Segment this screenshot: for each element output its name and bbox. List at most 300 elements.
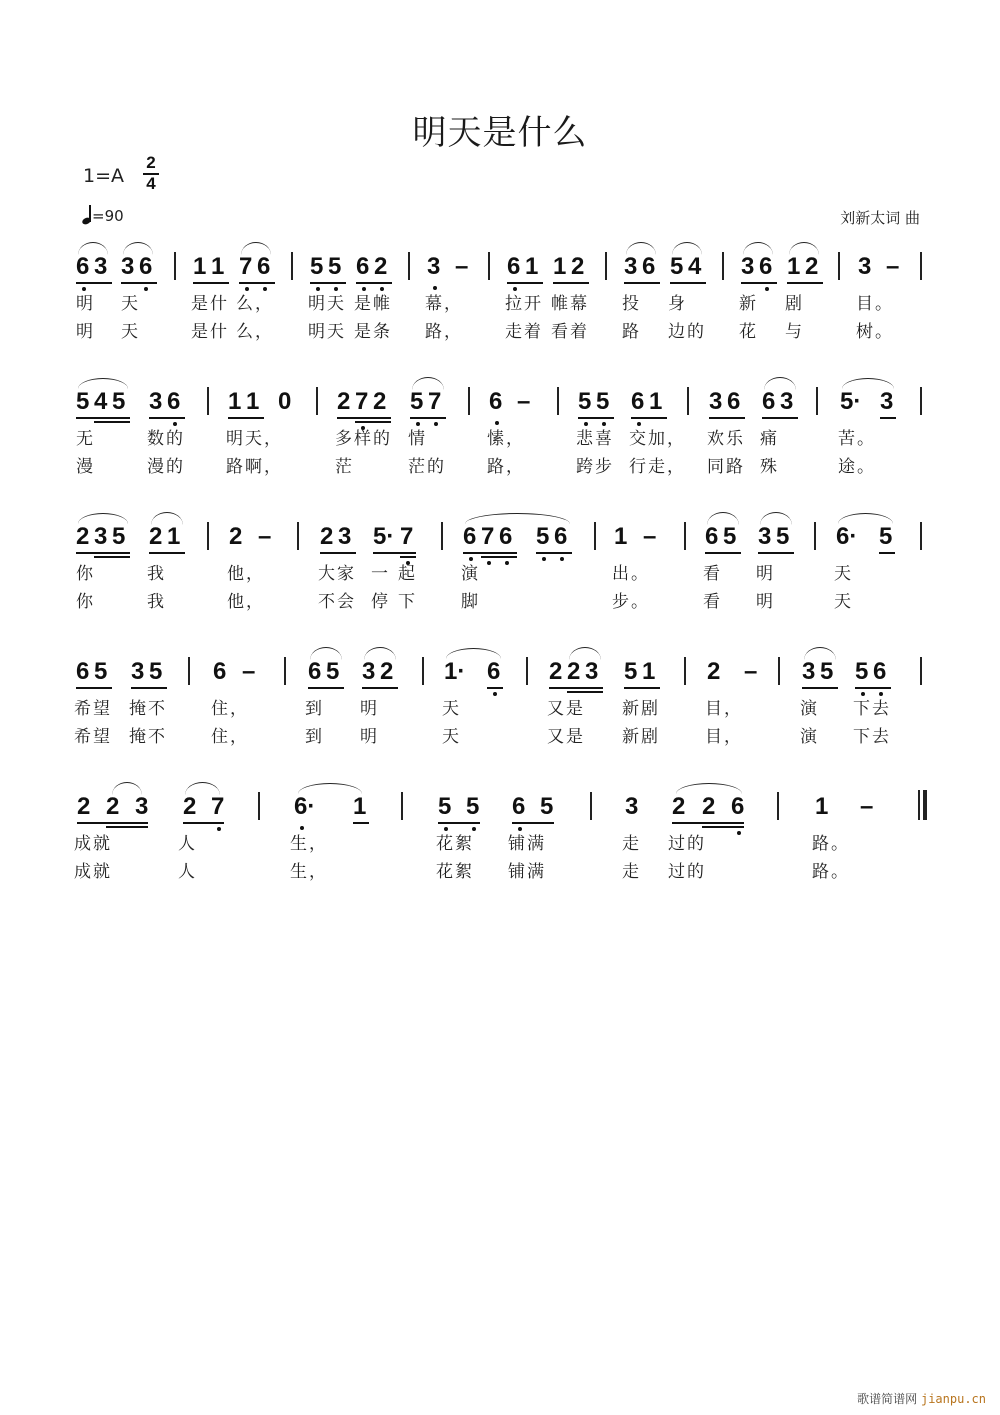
barline [526,657,528,685]
lyric-verse-2: 下去 [853,727,891,747]
slur-arc [789,242,819,255]
note: 6 [139,253,153,280]
lyric-verse-2: 演 [800,727,819,747]
barline [291,252,293,280]
eighth-underline [183,822,224,824]
low-octave-dot [560,557,564,561]
slur-arc [310,647,342,660]
eighth-underline [228,417,264,419]
barline [684,657,686,685]
lyric-verse-1: 住， [211,699,249,719]
slur-arc [676,783,742,794]
tempo-marking [82,205,124,225]
eighth-underline [507,282,543,284]
lyric-verse-1: 成就 [74,834,112,854]
slur-arc [465,513,570,524]
barline [778,657,780,685]
eighth-underline [438,822,480,824]
eighth-underline [131,687,167,689]
eighth-underline [536,552,572,554]
lyric-verse-1: 无 [76,429,95,449]
note: 4 [94,388,108,415]
lyric-verse-1: 到 [305,699,324,719]
note: 5 [438,793,452,820]
note: 7 [400,523,414,550]
barline [594,522,596,550]
note: 5 [578,388,592,415]
time-signature [143,154,159,193]
note: 3 [121,253,135,280]
eighth-underline [553,282,589,284]
lyric-verse-2: 是什 [191,322,229,342]
sixteenth-underline [94,556,130,558]
note: 2 [672,793,686,820]
eighth-underline [308,687,344,689]
note: 7 [355,388,369,415]
note: 6 [507,253,521,280]
lyric-verse-1: 又是 [547,699,585,719]
tempo-value: =90 [92,207,124,225]
sustain-dash: – [517,388,531,415]
lyric-verse-1: 悲喜 [576,429,614,449]
eighth-underline [239,282,275,284]
eighth-underline [670,282,706,284]
lyric-verse-1: 你 [76,564,95,584]
note: 2 [229,523,243,550]
lyric-verse-1: 拉开 [505,294,543,314]
low-octave-dot [362,287,366,291]
lyric-verse-1: 过的 [668,834,706,854]
slur-arc [764,377,796,390]
lyric-verse-2: 不会 [318,592,356,612]
lyric-verse-2: 花 [739,322,758,342]
eighth-underline [76,417,130,419]
lyric-verse-1: 天 [442,699,461,719]
note: 3 [802,658,816,685]
eighth-underline [879,552,895,554]
lyric-verse-2: 么， [236,322,274,342]
lyric-verse-2: 跨步 [576,457,614,477]
slur-arc [760,512,792,525]
lyric-verse-1: 投 [622,294,641,314]
lyric-verse-2: 天 [121,322,140,342]
note: 6 [213,658,227,685]
sustain-dash: – [455,253,469,280]
note: 5 [670,253,684,280]
lyric-verse-2: 停 [371,592,390,612]
lyric-verse-2: 茫的 [408,457,446,477]
slur-arc [672,242,702,255]
watermark-site-name: 歌谱简谱网 [857,1392,918,1406]
note: 6 [512,793,526,820]
lyric-verse-1: 人 [178,834,197,854]
low-octave-dot [316,287,320,291]
slur-arc [743,242,773,255]
note: 3 [362,658,376,685]
slur-arc [364,647,396,660]
lyric-verse-2: 路啊， [226,457,283,477]
slur-arc [838,513,893,524]
lyric-verse-1: 铺满 [508,834,546,854]
lyric-verse-2: 又是 [547,727,585,747]
low-octave-dot [217,827,221,831]
note: 3 [758,523,772,550]
lyric-verse-2: 过的 [668,862,706,882]
eighth-underline [76,552,130,554]
note: 6 [76,658,90,685]
lyric-verse-1: 希望 [74,699,112,719]
eighth-underline [410,417,446,419]
note: 1 [167,523,181,550]
eighth-underline [802,687,838,689]
note: 6 [554,523,568,550]
eighth-underline [705,552,741,554]
lyric-verse-1: 目， [705,699,743,719]
lyric-verse-1: 天 [834,564,853,584]
barline [590,792,592,820]
slur-arc [446,648,501,659]
lyric-verse-1: 帷幕 [551,294,589,314]
barline [687,387,689,415]
note: 1 [815,793,829,820]
low-octave-dot [879,692,883,696]
eighth-underline [356,282,392,284]
eighth-underline [512,822,554,824]
sixteenth-underline [106,826,148,828]
lyric-verse-1: 看 [703,564,722,584]
note: 1 [353,793,367,820]
note: 5 [310,253,324,280]
low-octave-dot [245,287,249,291]
slur-arc [412,377,444,390]
low-octave-dot [380,287,384,291]
eighth-underline [624,282,660,284]
lyric-verse-2: 铺满 [508,862,546,882]
eighth-underline [337,417,391,419]
note: 5 [723,523,737,550]
lyric-verse-1: 明天 [308,294,346,314]
slur-arc [78,242,108,255]
lyric-verse-1: 走 [622,834,641,854]
note: 7 [239,253,253,280]
eighth-underline [149,552,185,554]
note: 5 [624,658,638,685]
time-signature-denominator: 4 [146,174,156,193]
low-octave-dot [542,557,546,561]
note: 2 [707,658,721,685]
barline [468,387,470,415]
lyric-verse-2: 路。 [812,862,850,882]
note: 5· [840,388,862,415]
lyric-verse-1: 演 [461,564,480,584]
lyric-verse-2: 生， [290,862,328,882]
note: 3 [585,658,599,685]
note: 5 [879,523,893,550]
barline [284,657,286,685]
eighth-underline [631,417,667,419]
lyric-verse-2: 边的 [668,322,706,342]
eighth-underline [709,417,745,419]
low-octave-dot [513,287,517,291]
lyric-verse-2: 目， [705,727,743,747]
eighth-underline [578,417,614,419]
barline [174,252,176,280]
note: 2 [567,658,581,685]
note: 1 [614,523,628,550]
note: 2 [571,253,585,280]
eighth-underline [76,687,112,689]
lyric-verse-2: 我 [147,592,166,612]
eighth-underline [193,282,229,284]
slur-arc [569,647,601,660]
slur-arc [707,512,739,525]
note: 3 [624,253,638,280]
note: 5 [540,793,554,820]
note: 5· [373,523,395,550]
note: 3 [94,523,108,550]
note: 6 [489,388,503,415]
lyric-verse-1: 花絮 [436,834,474,854]
note: 5 [855,658,869,685]
lyric-verse-2: 途。 [838,457,876,477]
slur-arc [241,242,271,255]
slur-arc [78,378,128,389]
lyric-verse-2: 明 [76,322,95,342]
sustain-dash: – [242,658,256,685]
note: 5 [776,523,790,550]
low-octave-dot [493,692,497,696]
note: 6 [499,523,513,550]
lyric-verse-2: 掩不 [129,727,167,747]
note: 5 [328,253,342,280]
lyric-verse-2: 与 [785,322,804,342]
barline [488,252,490,280]
low-octave-dot [469,557,473,561]
lyric-verse-1: 剧 [785,294,804,314]
slur-arc [123,242,153,255]
low-octave-dot [173,422,177,426]
eighth-underline [373,552,416,554]
barline [684,522,686,550]
lyric-verse-2: 下 [398,592,417,612]
barline [816,387,818,415]
lyric-verse-1: 交加， [629,429,686,449]
note: 1· [444,658,466,685]
lyric-verse-1: 身 [668,294,687,314]
note: 3 [149,388,163,415]
low-octave-dot [765,287,769,291]
lyric-verse-1: 欢乐 [707,429,745,449]
low-octave-dot [300,826,304,830]
watermark [857,1390,986,1407]
low-octave-dot [433,286,437,290]
lyric-verse-2: 人 [178,862,197,882]
eighth-underline [672,822,744,824]
lyric-verse-1: 苦。 [838,429,876,449]
lyric-verse-1: 是帷 [354,294,392,314]
lyric-verse-2: 路 [622,322,641,342]
note: 1 [787,253,801,280]
eighth-underline [855,687,891,689]
lyric-verse-2: 漫的 [147,457,185,477]
barline [838,252,840,280]
note: 1 [193,253,207,280]
lyric-verse-2: 走 [622,862,641,882]
lyric-verse-2: 树。 [856,322,894,342]
lyric-verse-2: 新剧 [622,727,660,747]
note: 1 [246,388,260,415]
barline [605,252,607,280]
note: 6 [873,658,887,685]
barline [401,792,403,820]
low-octave-dot [584,422,588,426]
sixteenth-underline [481,556,517,558]
lyric-verse-1: 掩不 [129,699,167,719]
lyric-verse-1: 明天， [226,429,283,449]
note: 6 [705,523,719,550]
note: 2 [805,253,819,280]
lyric-verse-2: 看 [703,592,722,612]
barline [408,252,410,280]
note: 2 [373,388,387,415]
note: 5 [94,658,108,685]
low-octave-dot [82,287,86,291]
lyric-verse-1: 路。 [812,834,850,854]
lyric-verse-1: 我 [147,564,166,584]
eighth-underline [121,282,157,284]
note: 7 [211,793,225,820]
note: 5 [466,793,480,820]
lyric-verse-2: 你 [76,592,95,612]
lyric-verse-1: 是什 [191,294,229,314]
barline [188,657,190,685]
note: 6 [308,658,322,685]
note: 1 [553,253,567,280]
low-octave-dot [334,287,338,291]
lyric-verse-2: 是条 [354,322,392,342]
note: 3 [94,253,108,280]
eighth-underline [880,417,896,419]
composer-credit: 刘新太词 曲 [840,209,920,227]
note: 3 [625,793,639,820]
lyric-verse-2: 成就 [74,862,112,882]
barline [207,387,209,415]
eighth-underline [77,822,148,824]
note: 6 [642,253,656,280]
lyric-verse-2: 明天 [308,322,346,342]
low-octave-dot [416,422,420,426]
eighth-underline [549,687,603,689]
staff-row [0,780,1000,890]
lyric-verse-1: 痛 [760,429,779,449]
barline [920,252,922,280]
low-octave-dot [737,831,741,835]
sustain-dash: – [860,793,874,820]
note: 6 [167,388,181,415]
eighth-underline [320,552,356,554]
note: 6 [356,253,370,280]
note: 2 [106,793,120,820]
barline [422,657,424,685]
lyric-verse-1: 明 [76,294,95,314]
note: 3 [741,253,755,280]
lyric-verse-2: 同路 [707,457,745,477]
note: 1 [649,388,663,415]
lyric-verse-2: 殊 [760,457,779,477]
lyric-verse-1: 新 [739,294,758,314]
lyric-verse-2: 路， [425,322,463,342]
note: 3 [880,388,894,415]
lyric-verse-2: 明 [756,592,775,612]
eighth-underline [487,687,503,689]
lyric-verse-2: 花絮 [436,862,474,882]
lyric-verse-2: 走着 [505,322,543,342]
staff-row [0,510,1000,620]
eighth-underline [310,282,346,284]
sustain-dash: – [744,658,758,685]
note: 6 [727,388,741,415]
note: 1 [228,388,242,415]
slur-arc [185,782,220,795]
lyric-verse-1: 出。 [612,564,650,584]
lyric-verse-2: 茫 [335,457,354,477]
low-octave-dot [444,827,448,831]
note: 6 [257,253,271,280]
note: 3 [858,253,872,280]
note: 6 [762,388,776,415]
low-octave-dot [637,422,641,426]
rest: 0 [278,388,292,415]
note: 2 [702,793,716,820]
note: 6 [76,253,90,280]
lyric-verse-2: 行走， [629,457,686,477]
sixteenth-underline [702,826,744,828]
barline [316,387,318,415]
slur-arc [112,782,142,795]
barline [297,522,299,550]
lyric-verse-1: 下去 [853,699,891,719]
note: 2 [374,253,388,280]
sixteenth-underline [400,556,416,558]
sixteenth-underline [567,691,603,693]
sixteenth-underline [94,421,130,423]
note: 2 [320,523,334,550]
lyric-verse-1: 情 [408,429,427,449]
low-octave-dot [505,561,509,565]
lyric-verse-2: 住， [211,727,249,747]
low-octave-dot [263,287,267,291]
song-title: 明天是什么 [412,113,588,153]
note: 6· [294,793,316,820]
key-signature: 1=A [83,165,125,187]
sixteenth-underline [355,421,391,423]
low-octave-dot [434,422,438,426]
lyric-verse-1: 天 [121,294,140,314]
low-octave-dot [472,827,476,831]
lyric-verse-1: 演 [800,699,819,719]
slur-arc [842,378,894,389]
watermark-domain: jianpu.cn [920,1392,986,1406]
lyric-verse-1: 明 [756,564,775,584]
lyric-verse-1: 他， [227,564,265,584]
note: 5 [596,388,610,415]
barline [557,387,559,415]
slur-arc [151,512,183,525]
sustain-dash: – [886,253,900,280]
lyric-verse-1: 一 [371,564,390,584]
slur-arc [298,783,362,794]
note: 5 [112,523,126,550]
